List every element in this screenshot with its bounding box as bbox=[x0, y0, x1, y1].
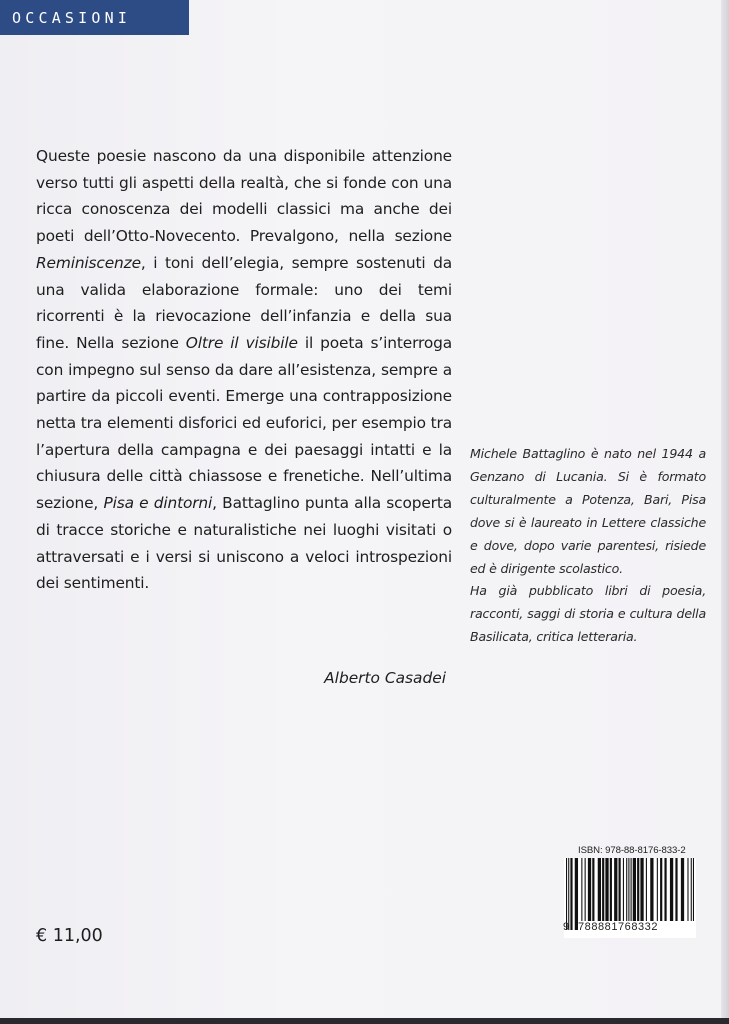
barcode-bar bbox=[568, 858, 569, 930]
series-label: OCCASIONI bbox=[12, 9, 132, 27]
barcode-bar bbox=[640, 858, 643, 930]
barcode-first-digit: 9 bbox=[563, 921, 570, 933]
barcode-bar bbox=[675, 858, 677, 930]
barcode-bar bbox=[602, 858, 604, 930]
series-band bbox=[0, 0, 189, 35]
barcode-bar bbox=[585, 858, 586, 930]
cover-edge bbox=[721, 0, 729, 1024]
barcode-bar bbox=[575, 858, 578, 930]
barcode-bar bbox=[631, 858, 632, 930]
barcode-bar bbox=[637, 858, 639, 930]
barcode-bar bbox=[657, 858, 658, 930]
barcode-bar bbox=[610, 858, 612, 930]
barcode-bar bbox=[670, 858, 673, 930]
cover-bottom-edge bbox=[0, 1018, 729, 1024]
critic-signature: Alberto Casadei bbox=[324, 669, 446, 687]
barcode-bar bbox=[581, 858, 582, 930]
section-title-oltre-il-visibile: Oltre il visibile bbox=[185, 333, 298, 352]
barcode-bar bbox=[588, 858, 591, 930]
barcode-bar bbox=[598, 858, 601, 930]
author-bio bbox=[470, 443, 706, 649]
synopsis-part-4: , Battaglino punta alla scoperta di tracce storiche e naturalistiche nei luoghi visitati o attraversati e i versi si uniscono a veloci introspezioni dei sentimenti. bbox=[36, 494, 452, 593]
barcode-bar bbox=[623, 858, 624, 930]
price-label: € 11,00 bbox=[36, 926, 103, 946]
barcode-bar bbox=[592, 858, 594, 930]
barcode-bar bbox=[628, 858, 629, 930]
isbn-label: ISBN: 978-88-8176-833-2 bbox=[578, 845, 686, 856]
barcode-bar bbox=[619, 858, 621, 930]
author-bio-paragraph-2: Ha già pubblicato libri di poesia, racconti, saggi di storia e cultura della Basilicata, critica letteraria. bbox=[470, 583, 706, 645]
barcode-bar bbox=[626, 858, 627, 930]
barcode-bar bbox=[633, 858, 636, 930]
barcode-bar bbox=[687, 858, 688, 930]
barcode-bar bbox=[664, 858, 666, 930]
barcode-bar bbox=[570, 858, 572, 930]
author-bio-paragraph-1: Michele Battaglino è nato nel 1944 a Genzano di Lucania. Si è formato culturalmente a Potenza, Bari, Pisa dove si è laureato in Lettere classiche e dove, dopo varie parentesi, risiede ed è dirigente scolastico. bbox=[470, 446, 706, 576]
barcode-bar bbox=[605, 858, 608, 930]
synopsis-part-3: il poeta s’interroga con impegno sul senso da dare all’esistenza, sempre a partire da piccoli eventi. Emerge una contrapposizione netta tra elementi disforici ed euforici, per esempio tra l’apertura della campagna e dei paesaggi intatti e la chiusura delle città chiassose e frenetiche. Nell’ultima sezione, bbox=[36, 333, 453, 513]
barcode-bar bbox=[614, 858, 617, 930]
barcode-bar bbox=[660, 858, 662, 930]
barcode-bar bbox=[681, 858, 684, 930]
barcode-bar bbox=[691, 858, 692, 930]
barcode-bar bbox=[693, 858, 694, 930]
barcode-bar bbox=[566, 858, 567, 930]
barcode-digits: 788881768332 bbox=[578, 921, 696, 934]
section-title-reminiscenze: Reminiscenze bbox=[36, 253, 141, 272]
synopsis-text bbox=[36, 143, 452, 597]
barcode-bar bbox=[646, 858, 647, 930]
barcode-bar bbox=[650, 858, 653, 930]
synopsis-part-2: , i toni dell’elegia, sempre sostenuti da una valida elaborazione formale: uno dei temi ricorrenti è la rievocazione dell’infanzia e della sua fine. Nella sezione bbox=[36, 253, 452, 352]
section-title-pisa-e-dintorni: Pisa e dintorni bbox=[103, 494, 213, 513]
synopsis-part-1: Queste poesie nascono da una disponibile attenzione verso tutti gli aspetti della realtà, che si fonde con una ricca conoscenza dei modelli classici ma anche dei poeti dell’Otto-Novecento. Prevalgono, nella sezione bbox=[36, 147, 452, 246]
